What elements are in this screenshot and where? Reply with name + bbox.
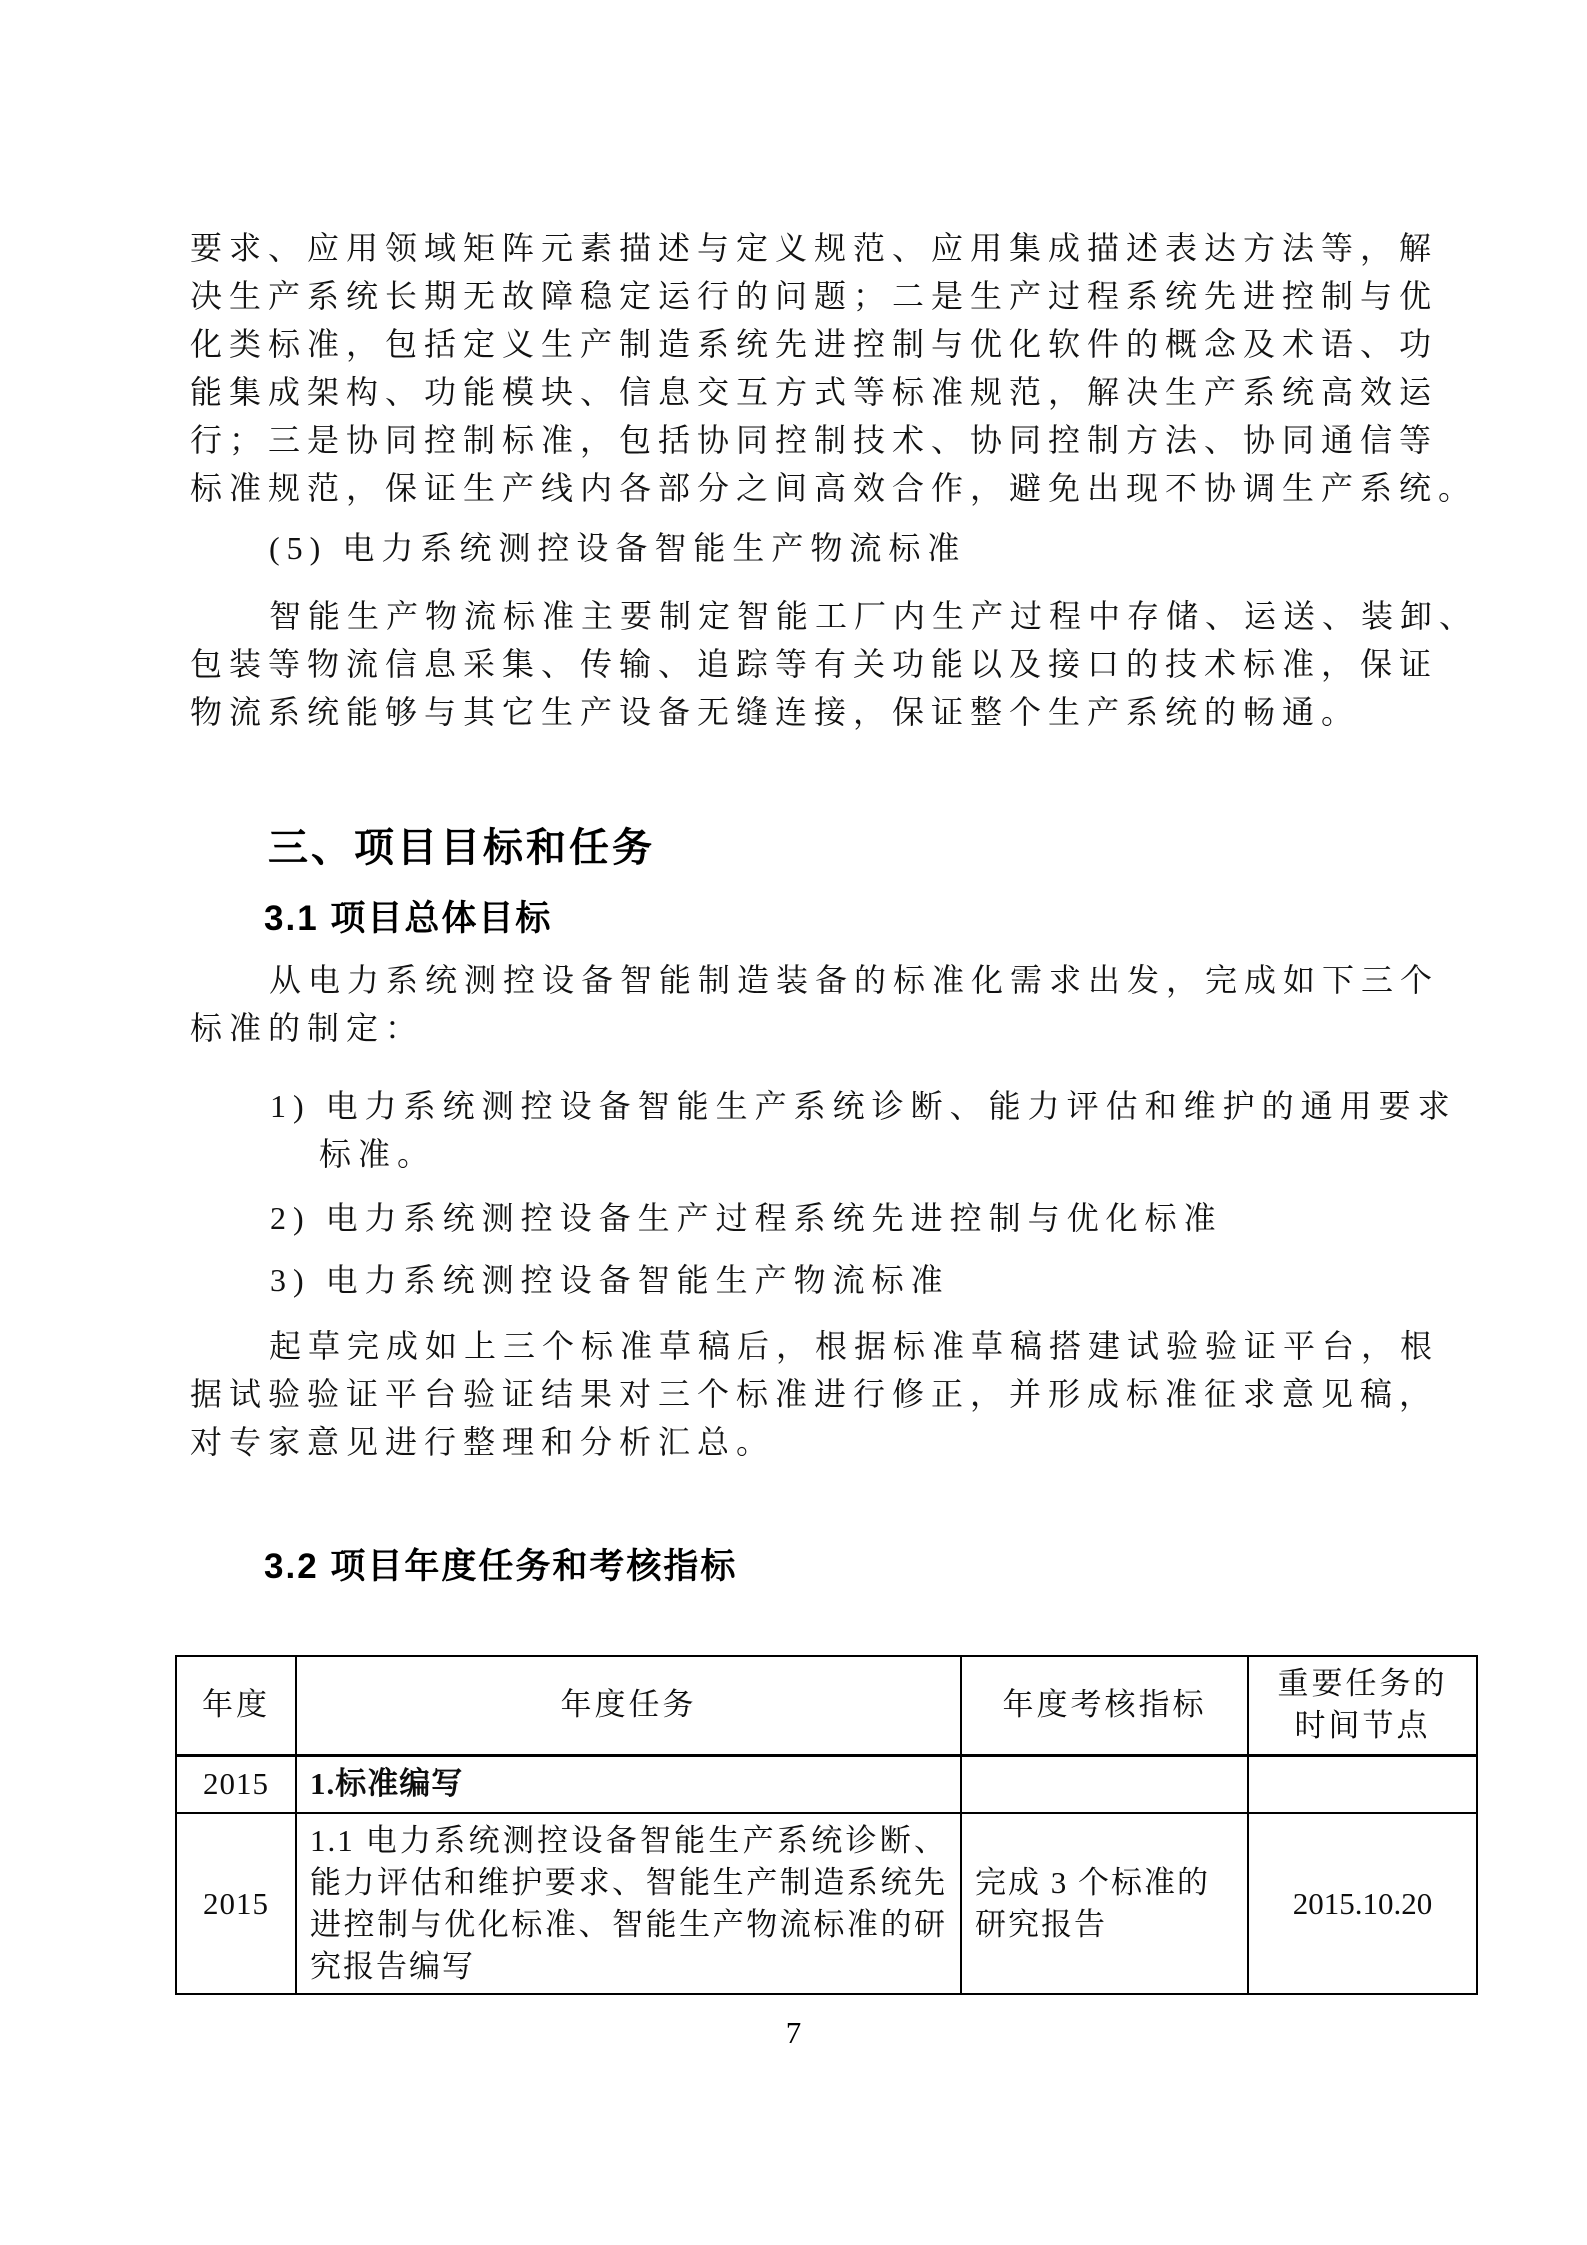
table-header-milestone: 重要任务的时间节点	[1248, 1656, 1477, 1755]
cell-task: 1.1 电力系统测控设备智能生产系统诊断、能力评估和维护要求、智能生产制造系统先进控制与优化标准、智能生产物流标准的研究报告编写	[296, 1813, 961, 1994]
table-row	[176, 1755, 1477, 1813]
table-header-year: 年度	[176, 1656, 296, 1755]
section-heading-goals-and-tasks: 三、项目目标和任务	[268, 826, 655, 870]
cell-indicator	[961, 1755, 1248, 1813]
paragraph-overall-goal-intro: 从电力系统测控设备智能制造装备的标准化需求出发，完成如下三个 标准的制定：	[190, 962, 1440, 1046]
annual-task-table	[175, 1655, 1478, 1995]
subsection-heading-overall-goal: 3.1 项目总体目标	[264, 899, 553, 938]
cell-milestone	[1248, 1755, 1477, 1813]
subsection-heading-annual-tasks: 3.2 项目年度任务和考核指标	[264, 1547, 738, 1586]
paragraph-draft-process: 起草完成如上三个标准草稿后，根据标准草稿搭建试验验证平台，根 据试验验证平台验证结果对三个标准进行修正，并形成标准征求意见稿， 对专家意见进行整理和分析汇总。	[190, 1328, 1440, 1460]
table-header-indicator: 年度考核指标	[961, 1656, 1248, 1755]
cell-milestone: 2015.10.20	[1248, 1813, 1477, 1994]
paragraph-standards-continued: 要求、应用领域矩阵元素描述与定义规范、应用集成描述表达方法等，解 决生产系统长期无故障稳定运行的问题；二是生产过程系统先进控制与优 化类标准，包括定义生产制造系统先进控制与优化软件的概念及术语、功 能集成架构、功能模块、信息交互方式等标准规范，解决生产系统高效运 行；三是协同控制标准，包括协同控制技术、协同控制方法、协同通信等 标准规范，保证生产线内各部分之间高效合作，避免出现不协调生产系统。	[190, 230, 1478, 506]
page-number: 7	[785, 2015, 802, 2050]
numbered-item-1: 1) 电力系统测控设备智能生产系统诊断、能力评估和维护的通用要求 标准。	[270, 1088, 1457, 1172]
cell-task: 1.标准编写	[296, 1755, 961, 1813]
numbered-item-3: 3) 电力系统测控设备智能生产物流标准	[270, 1262, 950, 1298]
paragraph-logistics-standard: 智能生产物流标准主要制定智能工厂内生产过程中存储、运送、装卸、 包装等物流信息采集、传输、追踪等有关功能以及接口的技术标准，保证 物流系统能够与其它生产设备无缝连接，保证整个生产系统的畅通。	[190, 598, 1479, 730]
cell-indicator: 完成 3 个标准的研究报告	[961, 1813, 1248, 1994]
list-heading-5-logistics-standard: (5) 电力系统测控设备智能生产物流标准	[269, 530, 967, 566]
cell-year: 2015	[176, 1813, 296, 1994]
table-header-task: 年度任务	[296, 1656, 961, 1755]
cell-year: 2015	[176, 1755, 296, 1813]
numbered-item-2: 2) 电力系统测控设备生产过程系统先进控制与优化标准	[270, 1200, 1223, 1236]
table-row	[176, 1813, 1477, 1994]
table-header-row	[176, 1656, 1477, 1755]
